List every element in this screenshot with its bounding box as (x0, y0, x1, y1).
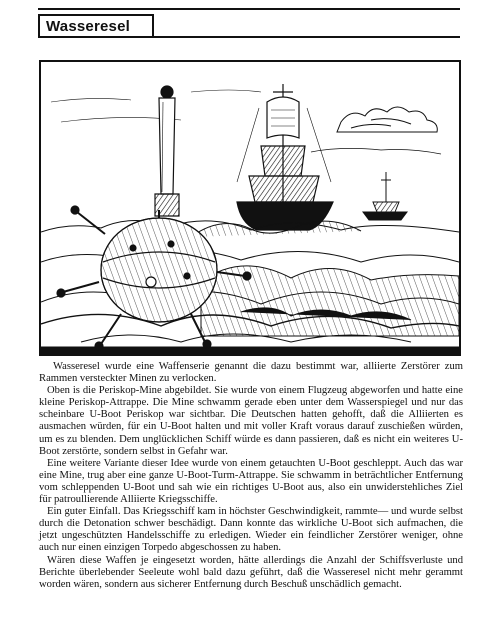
article-paragraph: Oben is die Periskop-Mine abgebildet. Sie wurde von einem Flugzeug abgeworfen und hatte eine kleine Periskop-Attrappe. Die Mine schwamm gerade eben unter dem Wasserspiegel und nur das scheinbare U-Boot Periskop war sichtbar. Die Deutschen hatten gehofft, daß die Alliierten es ausmachen würden, für ein U-Boot halten und mit voller Kraft voraus darauf zuschießen würden, um es zu blenden. Dem unglücklichen Schiff würde es dann passieren, daß es nicht ein weiteres U-Boot zerstörte, sondern selbst in Gefahr war. (39, 385, 463, 457)
page-title: Wasseresel (46, 17, 131, 35)
title-rule (154, 36, 460, 38)
article-paragraph: Wären diese Waffen je eingesetzt worden, hätte allerdings die Anzahl der Schiffsverluste und Berichte überlebender Seeleute wohl bald dazu geführt, daß die Wasseresel nicht mehr gerammt worden wären, sondern aus sicherer Entfernung durch Beschuß unschädlich gemacht. (39, 554, 463, 590)
distant-ship (363, 172, 407, 220)
article-paragraph: Eine weitere Variante dieser Idee wurde von einem getauchten U-Boot geschleppt. Auch das war eine Mine, trug aber eine ganze U-Boot-Turm-Attrappe. Sie schwamm in beträchtlicher Entfernung vom schleppenden U-Boot und sah wie ein richtiges U-Boot aus, also ein unwiderstehliches Ziel für patroullierende Alliierte Kriegsschiffe. (39, 457, 463, 506)
mine-ship-drawing (41, 62, 459, 354)
sky-clouds (51, 90, 441, 154)
article-paragraph: Wasseresel wurde eine Waffenserie genannt die dazu bestimmt war, alliierte Zerstörer zum Rammen versteckter Minen zu verlocken. (39, 361, 463, 385)
top-rule (38, 8, 460, 10)
title-box (38, 14, 154, 38)
illustration (39, 60, 461, 356)
article-body (39, 361, 463, 591)
article-paragraph: Ein guter Einfall. Das Kriegsschiff kam in höchster Geschwindigkeit, rammte— und wurde selbst durch die Detonation schwer beschädigt. Dann konnte das wirkliche U-Boot sich aufmachen, die jetzt ungeschützten Handelsschiffe zu erledigen. Wieder ein feindlicher Zerstörer weniger, ohne auch nur einen einzigen Torpedo abgeschossen zu haben. (39, 506, 463, 554)
mine-periscope (155, 86, 179, 216)
destroyer-ship (237, 84, 333, 230)
